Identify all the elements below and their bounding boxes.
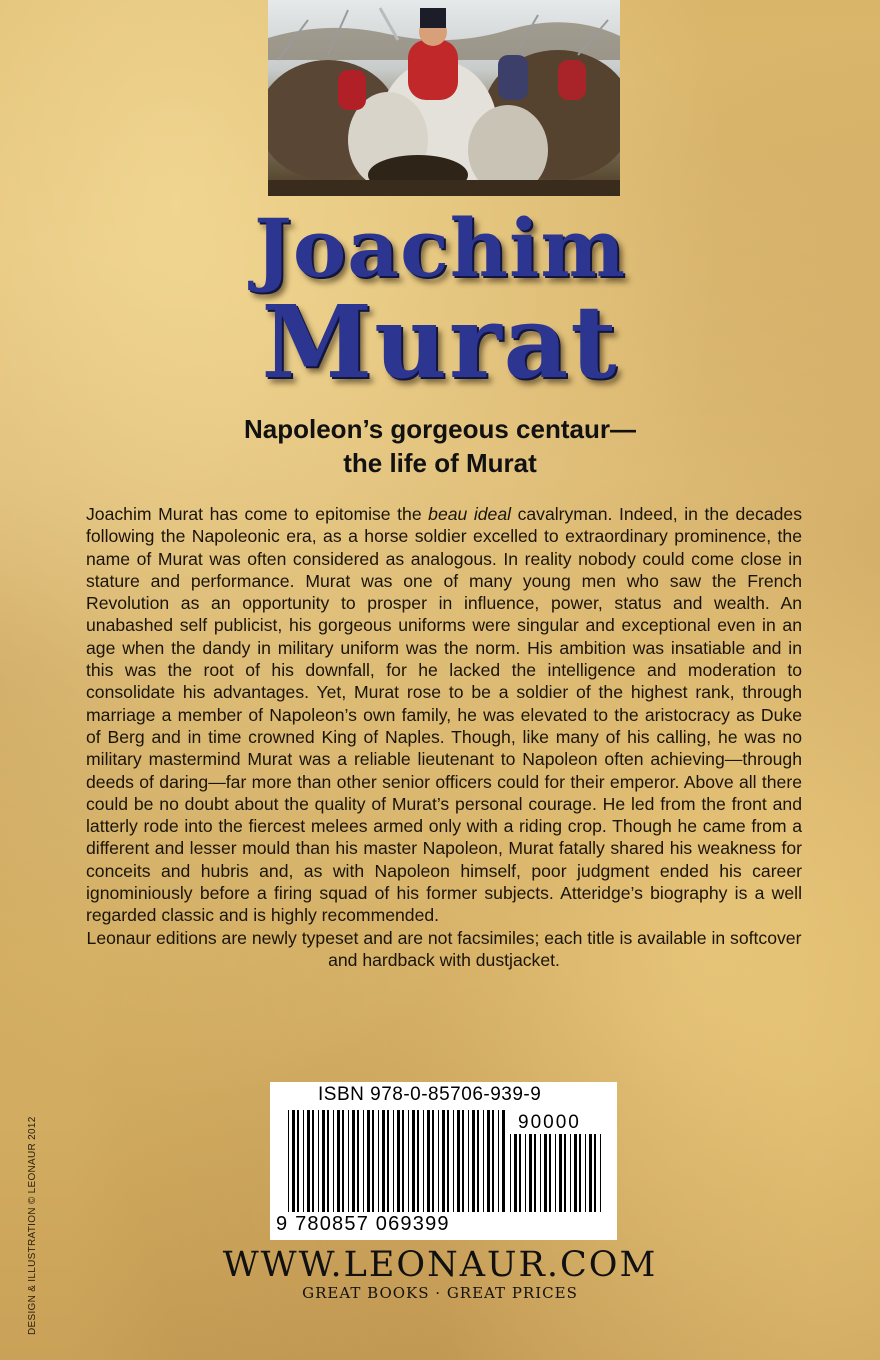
cover-painting-cavalry-charge (268, 0, 620, 196)
book-title-surname: Murat (261, 283, 619, 401)
book-description (86, 503, 802, 971)
subtitle-line-1: Napoleon’s gorgeous centaur— (244, 414, 636, 444)
isbn-number: ISBN 978-0-85706-939-9 (318, 1084, 542, 1105)
publisher-tagline: GREAT BOOKS · GREAT PRICES (302, 1284, 578, 1302)
description-intro: Joachim Murat has come to epitomise the (86, 504, 429, 524)
price-addon-digits: 90000 (518, 1112, 581, 1133)
design-credit: DESIGN & ILLUSTRATION © LEONAUR 2012 (27, 1116, 38, 1335)
description-emphasis: beau ideal (428, 504, 512, 524)
isbn-barcode (270, 1082, 617, 1240)
editions-note: Leonaur editions are newly typeset and are not facsimiles; each title is available in softcover and hardback with dustjacket. (86, 927, 802, 970)
subtitle-line-2: the life of Murat (343, 448, 537, 478)
publisher-website: WWW.LEONAUR.COM (222, 1245, 658, 1285)
description-body: cavalryman. Indeed, in the decades following the Napoleonic era, as a horse soldier excelled to extraordinary prominence, the name of Murat was often considered as analogous. In reality nobody could come close in stature and performance. Murat was one of many young men who saw the French Revolution as an opportunity to prosper in influence, power, status and wealth. An unabashed self publicist, his gorgeous uniforms were singular and exceptional even in an age when the dandy in military uniform was the norm. His ambition was insatiable and in this was the root of his downfall, for he lacked the intelligence and moderation to consolidate his advantages. Yet, Murat rose to be a soldier of the highest rank, through marriage a member of Napoleon’s own family, he was elevated to the aristocracy as Duke of Berg and in time crowned King of Naples. Though, like many of his calling, he was no military mastermind Murat was a reliable lieutenant to Napoleon often achieving—through deeds of daring—far more than other senior officers could for their emperor. Above all there could be no doubt about the quality of Murat’s personal courage. He led from the front and latterly rode into the fiercest melees armed only with a riding crop. Though he came from a different and lesser mould than his master Napoleon, Murat fatally shared his weakness for conceits and hubris and, as with Napoleon himself, poor judgment ended his career ignominiously before a firing squad of his former subjects. Atteridge’s biography is a well regarded classic and is highly recommended. (86, 504, 802, 926)
book-subtitle (0, 412, 880, 480)
ean-barcode-bars (288, 1110, 506, 1212)
ean-digits: 9 780857 069399 (276, 1213, 450, 1235)
addon-barcode-bars (510, 1134, 606, 1212)
description-paragraph (86, 503, 802, 927)
book-title-first-name: Joachim (254, 201, 626, 295)
